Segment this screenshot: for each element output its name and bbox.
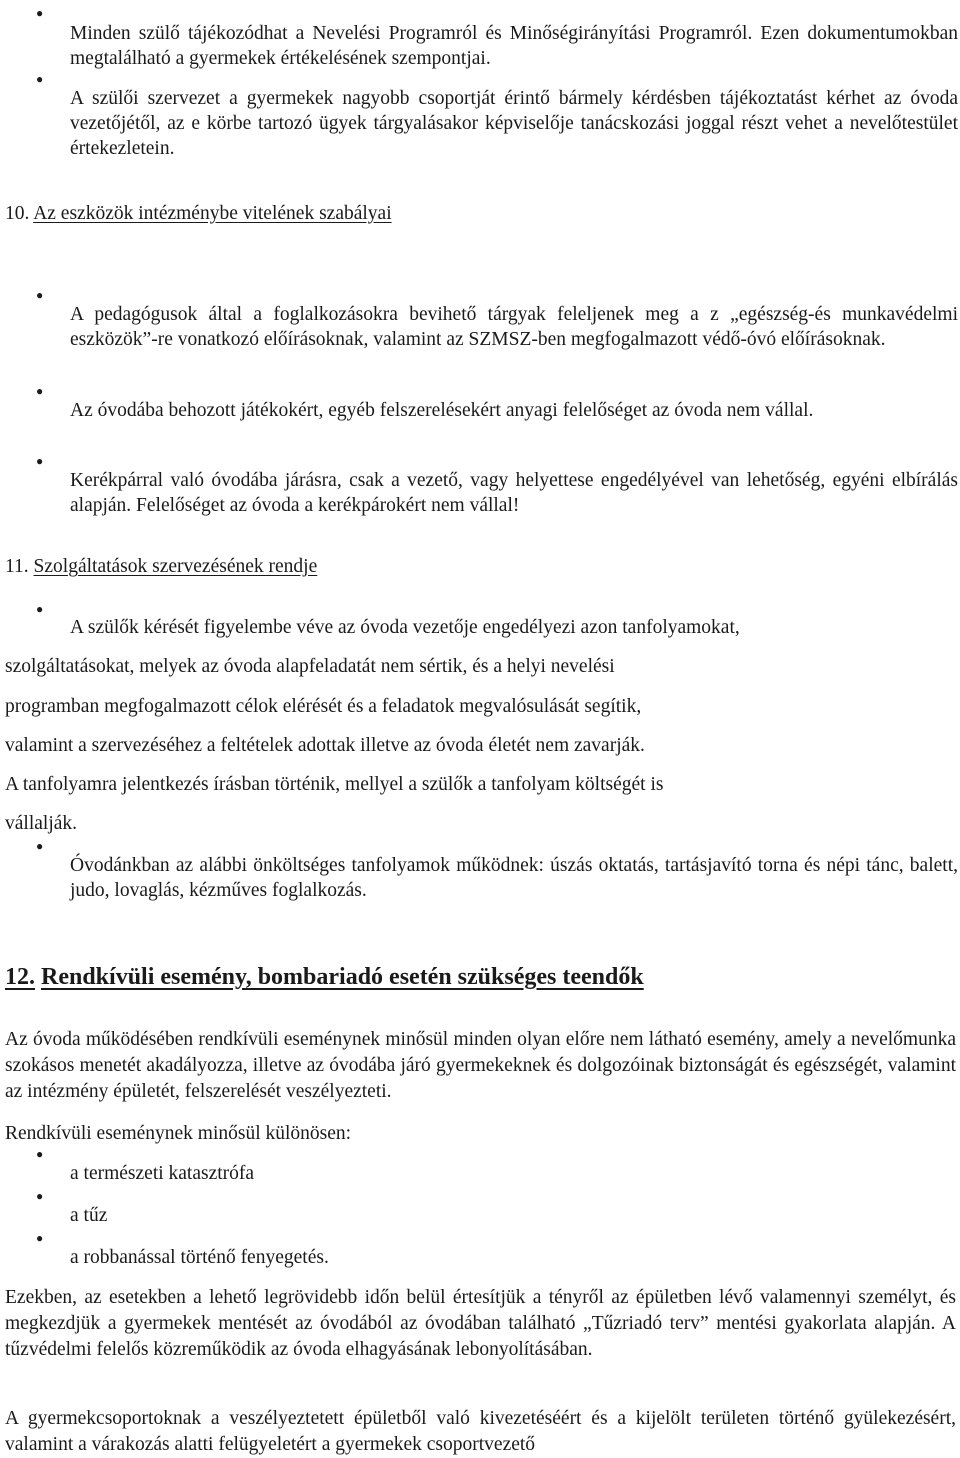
section-12-paragraph-2: Rendkívüli eseménynek minősül különösen: <box>5 1122 352 1144</box>
section-11-line-4: A tanfolyamra jelentkezés írásban történik, mellyel a szülők a tanfolyam költségét is <box>5 773 664 795</box>
bullet-marker: ● <box>36 839 44 853</box>
section-11-bullet-1: A szülők kérését figyelembe véve az óvoda vezetője engedélyezi azon tanfolyamokat, <box>70 616 740 638</box>
section-12-item-3: a robbanással történő fenyegetés. <box>70 1246 329 1268</box>
section-11-heading <box>5 554 317 579</box>
section-11-bullet-2: Óvodánkban az alábbi önköltséges tanfolyamok működnek: úszás oktatás, tartásjavító torna és népi tánc, balett, judo, lovaglás, kézműves foglalkozás. <box>70 854 958 901</box>
section-10-title: Az eszközök intézménybe vitelének szabályai <box>33 203 392 224</box>
section-11-number: 11. <box>5 556 29 577</box>
bullet-marker: ● <box>36 72 44 86</box>
section-10-bullet-3: Kerékpárral való óvodába járásra, csak a vezető, vagy helyettese engedélyével van lehetőség, egyéni elbírálás alapján. Felelőséget az óvoda a kerékpárokért nem vállal! <box>70 469 958 516</box>
section-12-title: Rendkívüli esemény, bombariadó esetén szükséges teendők <box>41 964 644 990</box>
section-12-item-2: a tűz <box>70 1204 108 1226</box>
section-11-line-1: szolgáltatásokat, melyek az óvoda alapfeladatát nem sértik, és a helyi nevelési <box>5 655 615 677</box>
section-11-line-2: programban megfogalmazott célok elérését és a feladatok megvalósulását segítik, <box>5 695 642 717</box>
bullet-marker: ● <box>36 1189 44 1203</box>
section-12-number: 12. <box>5 964 35 990</box>
section-12-item-1: a természeti katasztrófa <box>70 1162 255 1184</box>
intro-bullet-2: A szülői szervezet a gyermekek nagyobb csoportját érintő bármely kérdésben tájékoztatást kérhet az óvoda vezetőjétől, az e körbe tartozó ügyek tárgyalásakor képviselője tanácskozási joggal részt vehet a nevelőtestület értekezletein. <box>70 87 958 159</box>
section-11-line-5: vállalják. <box>5 812 78 834</box>
section-12-heading <box>5 962 644 992</box>
bullet-marker: ● <box>36 288 44 302</box>
bullet-marker: ● <box>36 1231 44 1245</box>
section-10-bullet-2: Az óvodába behozott játékokért, egyéb felszerelésekért anyagi felelőséget az óvoda nem vállal. <box>70 399 814 421</box>
section-12-paragraph-4: A gyermekcsoportoknak a veszélyeztetett épületből való kivezetéséért és a kijelölt területen történő gyülekezésért, valamint a várakozás alatti felügyeletért a gyermekek csoportvezető <box>5 1407 956 1455</box>
section-12-paragraph-1: Az óvoda működésében rendkívüli eseménynek minősül minden olyan előre nem látható esemény, amely a nevelőmunka szokásos menetét akadályozza, illetve az óvodába járó gyermekeknek és dolgozóinak biztonságát és egészségét, valamint az intézmény épületét, felszerelését veszélyezteti. <box>5 1028 956 1102</box>
intro-bullet-1: Minden szülő tájékozódhat a Nevelési Programról és Minőségirányítási Programról. Ezen dokumentumokban megtalálható a gyermekek értékelésének szempontjai. <box>70 22 958 69</box>
bullet-marker: ● <box>36 602 44 616</box>
section-11-title: Szolgáltatások szervezésének rendje <box>33 556 318 577</box>
bullet-marker: ● <box>36 6 44 20</box>
section-10-number: 10. <box>5 203 30 224</box>
section-10-bullet-1: A pedagógusok által a foglalkozásokra bevihető tárgyak feleljenek meg a z „egészség-és munkavédelmi eszközök”-re vonatkozó előírásoknak, valamint az SZMSZ-ben megfogalmazott védő-óvó előírásoknak. <box>70 303 958 350</box>
section-10-heading <box>5 201 392 226</box>
section-11-line-3: valamint a szervezéséhez a feltételek adottak illetve az óvoda életét nem zavarják. <box>5 734 645 756</box>
bullet-marker: ● <box>36 384 44 398</box>
bullet-marker: ● <box>36 1147 44 1161</box>
bullet-marker: ● <box>36 454 44 468</box>
section-12-paragraph-3: Ezekben, az esetekben a lehető legrövidebb időn belül értesítjük a tényről az épületben lévő valamennyi személyt, és megkezdjük a gyermekek mentését az óvodából az óvodában található „Tűzriadó terv” mentési gyakorlata alapján. A tűzvédelmi felelős közreműködik az óvoda elhagyásának lebonyolításában. <box>5 1286 956 1360</box>
